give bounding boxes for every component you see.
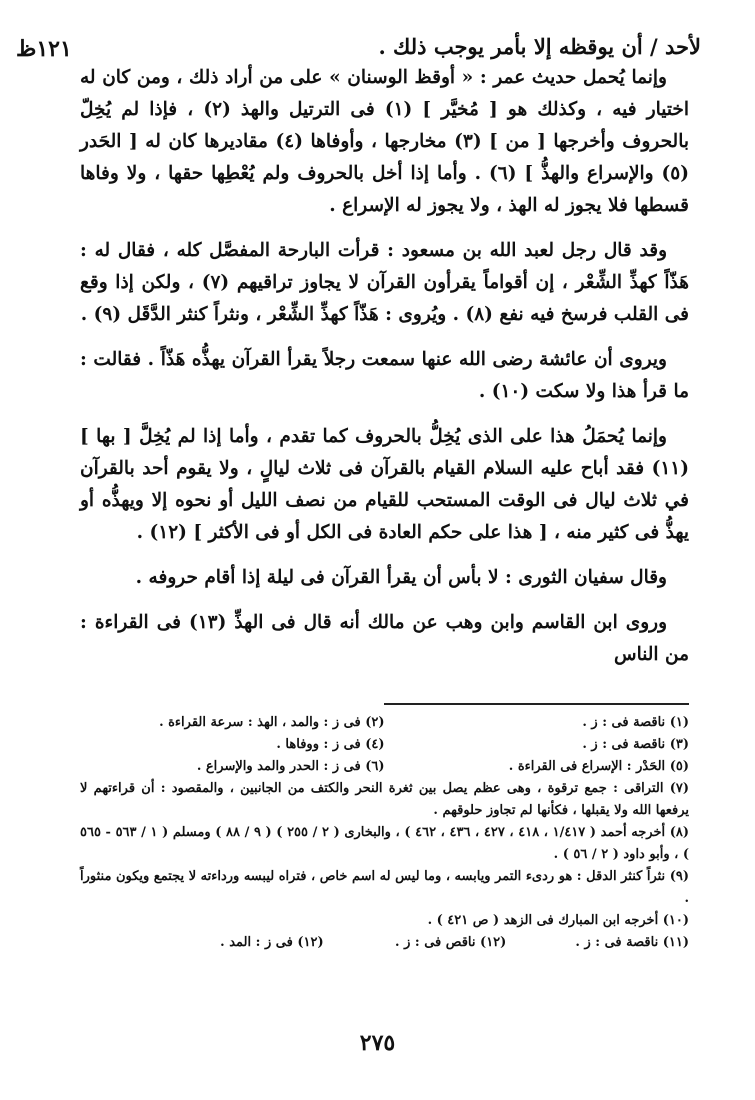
folio-number: ١٢١ظ [16,36,72,62]
footnote-row [80,932,689,954]
footnote: (١) ناقصة فى : ز . [582,715,689,730]
main-text [80,62,689,684]
paragraph: وقد قال رجل لعبد الله بن مسعود : قرأت البارحة المفصَّل كله ، فقال له : هَذّاً كهذِّ الشِّعْر ، إن أقواماً يقرأون القرآن لا يجاوز تراقيهم (٧) ، ولكن إذا وقع فى القلب فرسخ فيه نفع (٨) . ويُروى : هَذّاً كهذِّ الشِّعْر ، ونثراً كنثر الدَّقَل (٩) . [80,240,689,325]
footnote: (١٢) فى ز : المد . [220,935,324,950]
footnote: (١٠) أخرجه ابن المبارك فى الزهد ( ص ٤٢١ ) . [427,913,689,928]
paragraph: وإنما يُحمل حديث عمر : « أوقظ الوسنان » على من أراد ذلك ، ومن كان له اختيار فيه ، وكذلك هو [ مُخيَّر ] (١) فى الترتيل والهذ (٢) ، فإذا لم يُخِلّ بالحروف وأخرجها [ من ] (٣) مخارجها ، وأوفاها (٤) مقاديرها كان له [ الحَدر (٥) والإسراع والهذُّ ] (٦) . وأما إذا أخل بالحروف ولم يُعْطِها حقها ، ولا وفاها قسطها فلا يجوز له الهذ ، ولا يجوز له الإسراع . [80,67,689,216]
footnote: (٨) أخرجه أحمد ( ١/٤١٧ ، ٤١٨ ، ٤٢٧ ، ٤٣٦ ، ٤٦٢ ) ، والبخارى ( ٢ / ٢٥٥ ) ( ٩ / ٨٨ ) ومسلم ( ١ / ٥٦٣ - ٥٦٥ ) ، وأبو داود ( ٢ / ٥٦ ) . [80,825,689,862]
paragraph: وروى ابن القاسم وابن وهب عن مالك أنه قال فى الهذِّ (١٣) فى القراءة : من الناس [80,612,689,665]
footnote: (٦) فى ز : الحدر والمد والإسراع . [196,759,385,774]
footnote: (٧) التراقى : جمع ترقوة ، وهى عظم يصل بين ثغرة النحر والكتف من الجانبين ، والمقصود : أن قراءتهم لا يرفعها الله ولا يقبلها ، فكأنها لم تجاوز حلوقهم . [80,781,689,818]
footnote: (٩) نثراً كنثر الدقل : هو ردىء التمر ويابسه ، وما ليس له اسم خاص ، فتراه ليبسه ورداءته لا يجتمع ويكون منثوراً . [80,869,689,906]
footnote: (٢) فى ز : والمد ، الهذ : سرعة القراءة . [159,715,385,730]
footnote-row [80,734,689,756]
page-number: ٢٧٥ [359,1030,396,1056]
footnote: (١٢) ناقص فى : ز . [395,935,507,950]
paragraph: ويروى أن عائشة رضى الله عنها سمعت رجلاً يقرأ القرآن يهذُّه هَذّاً . فقالت : ما قرأ هذا ولا سكت (١٠) . [80,349,689,402]
footnote-row [80,712,689,734]
paragraph: وقال سفيان الثورى : لا بأس أن يقرأ القرآن فى ليلة إذا أقام حروفه . [135,567,667,588]
running-text: لأحد / أن يوقظه إلا بأمر يوجب ذلك . [378,34,701,59]
footnote: (٣) ناقصة فى : ز . [582,737,689,752]
footnote-row [80,756,689,778]
footnote: (٤) فى ز : ووفاها . [276,737,385,752]
footnotes [80,712,689,954]
footnote: (٥) الحَدْر : الإسراع فى القراءة . [508,759,689,774]
footnote: (١١) ناقصة فى : ز . [575,935,689,950]
footnote-separator [384,703,689,705]
paragraph: وإنما يُحمَلُ هذا على الذى يُخِلُّ بالحروف كما تقدم ، وأما إذا لم يُخِلَّ [ بها ] (١١) فقد أباح عليه السلام القيام بالقرآن فى ثلاث ليالٍ ، ولا يقوم أحد بالقرآن في ثلاث ليال فى الوقت المستحب للقيام من نصف الليل أو نحوه إلا ويهذُّه أو يهذُّ فى كثير منه ، [ هذا على حكم العادة فى الكل أو فى الأكثر ] (١٢) . [80,426,689,543]
